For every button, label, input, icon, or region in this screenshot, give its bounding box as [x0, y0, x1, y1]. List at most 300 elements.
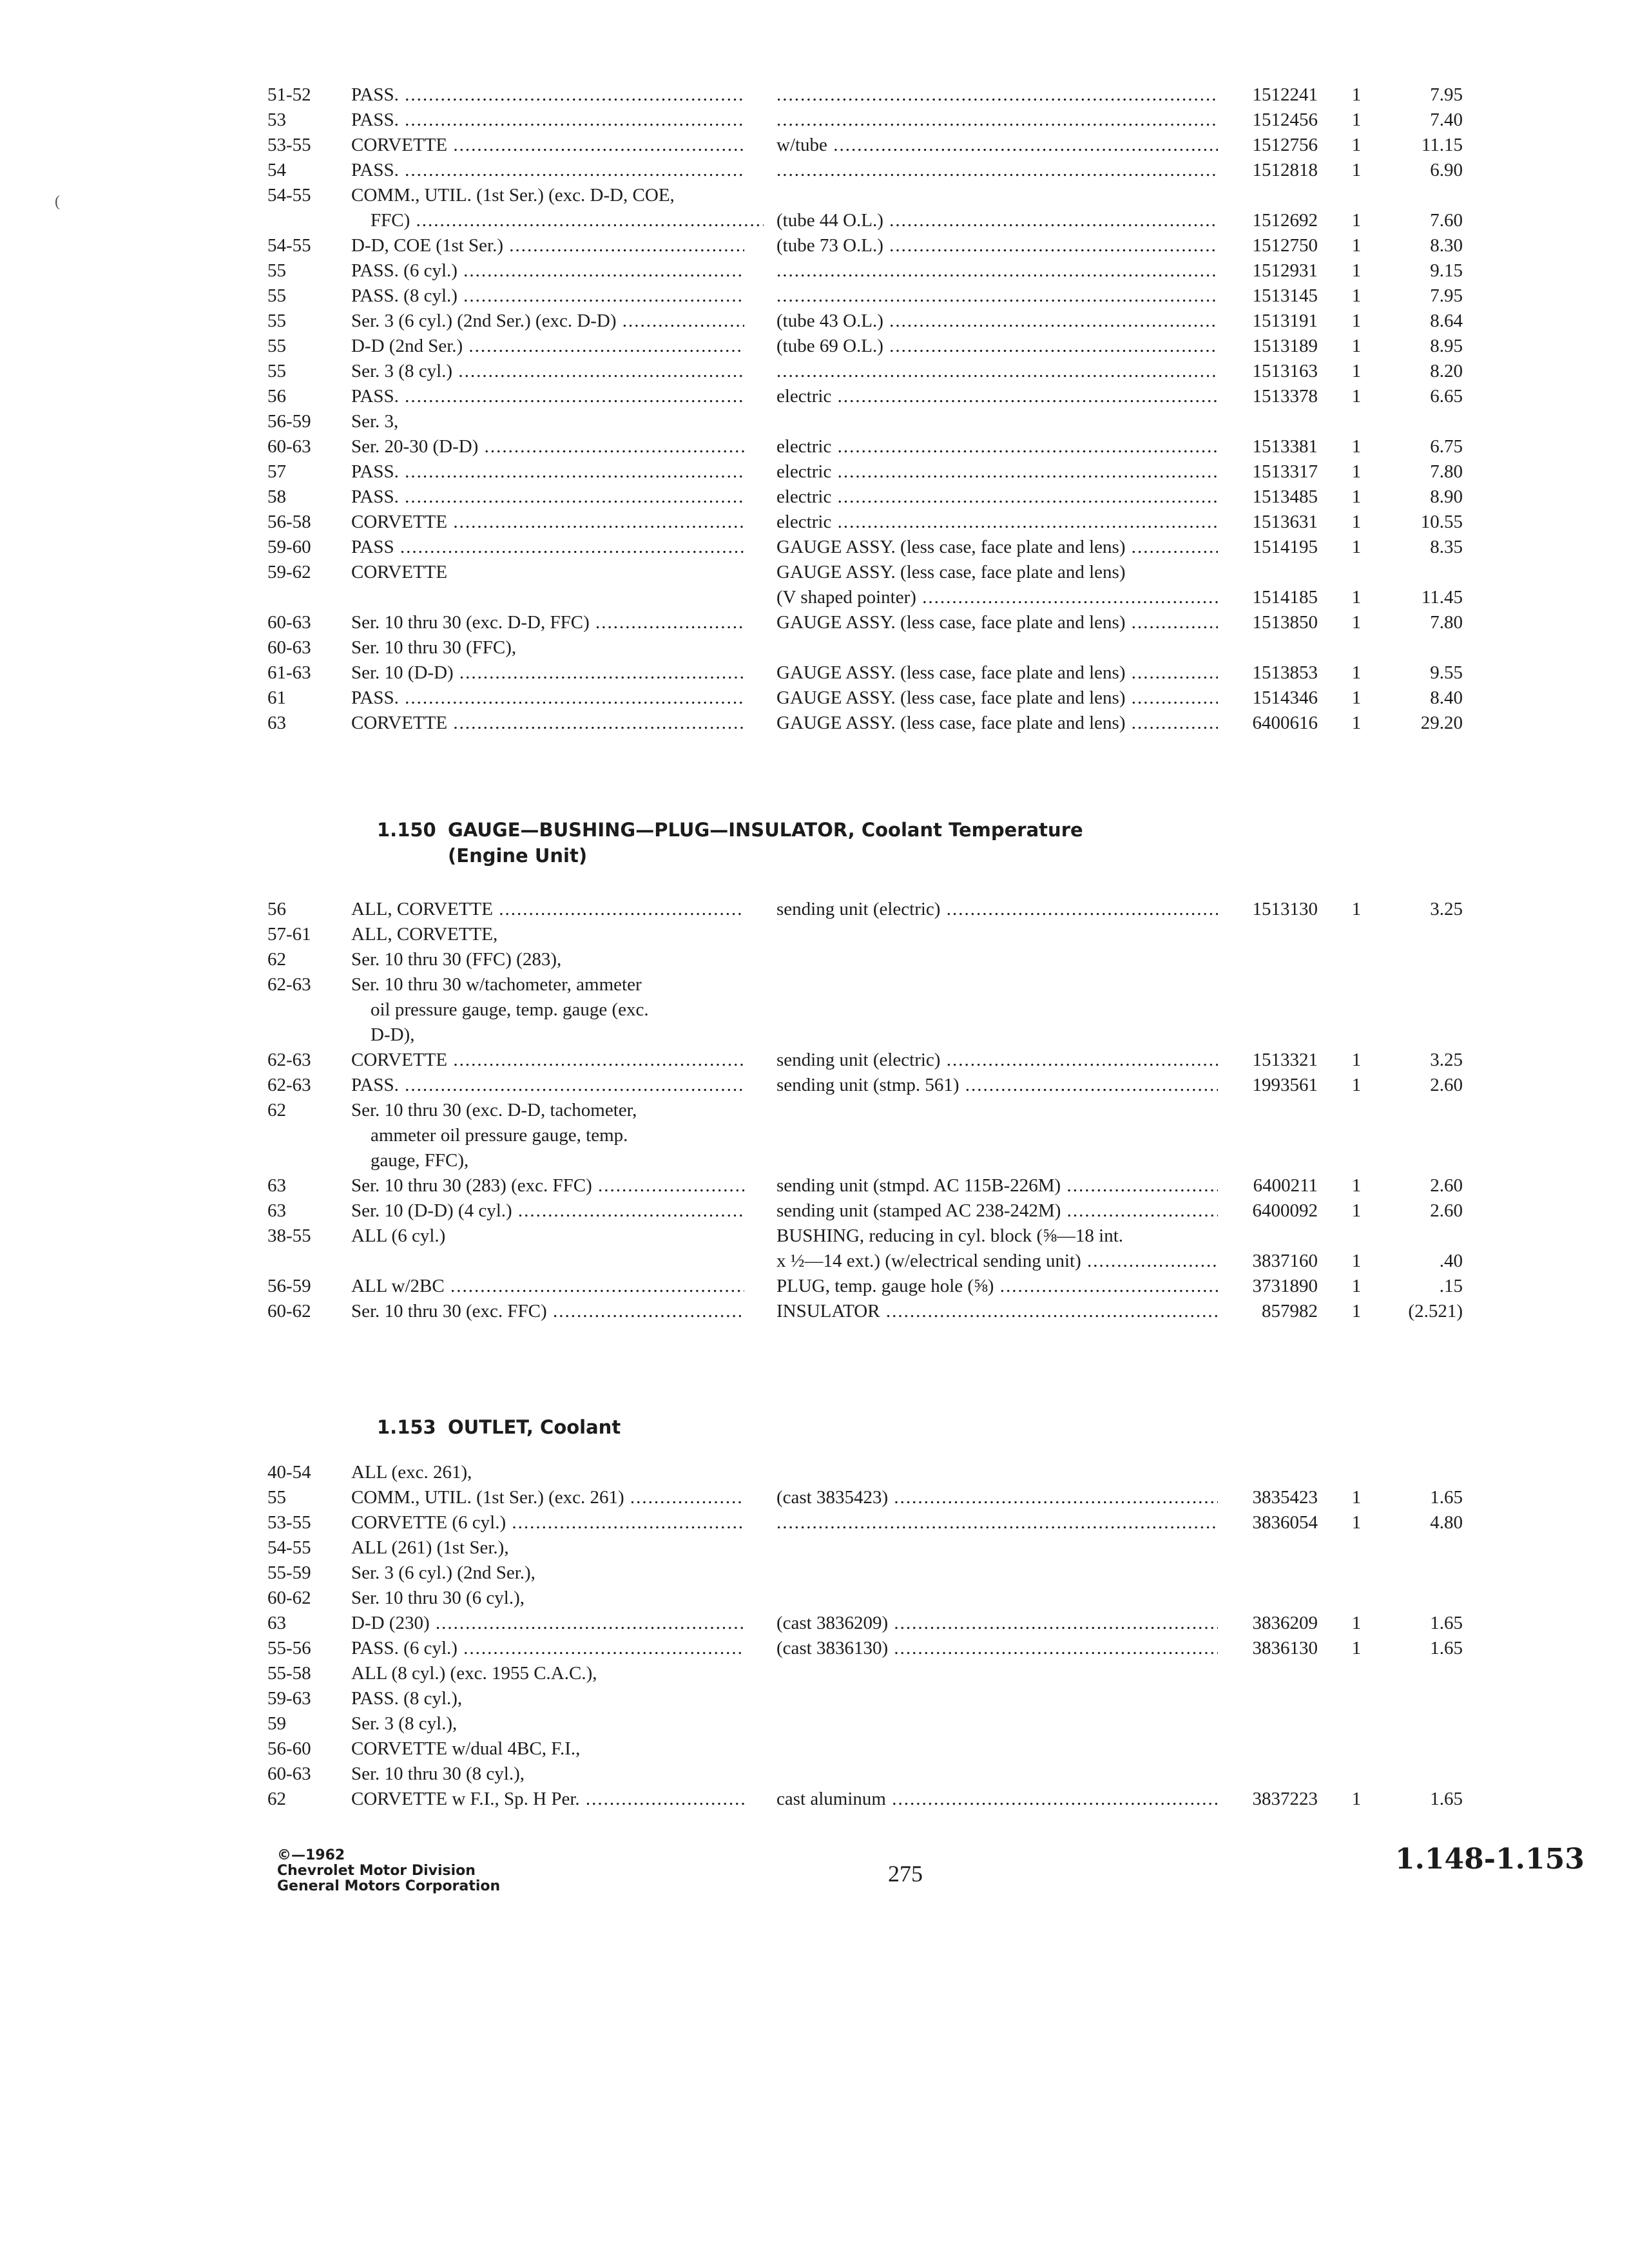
quantity-cell: 1 [1351, 899, 1362, 919]
part-number-cell: 1514185 [1252, 587, 1318, 608]
price-cell: 11.15 [1421, 135, 1463, 155]
part-number-cell: 1512818 [1252, 160, 1318, 180]
section-range: 1.148-1.153 [1395, 1843, 1585, 1876]
price-cell: 2.60 [1430, 1075, 1463, 1095]
application-cell: Ser. 10 thru 30 (exc. FFC) ..... [351, 1299, 744, 1324]
table-row [0, 922, 1629, 947]
year-cell: 51-52 [267, 84, 311, 105]
application-cell: ALL (6 cyl.) [351, 1225, 446, 1246]
description-cell [776, 258, 1218, 284]
price-cell: 2.60 [1430, 1175, 1463, 1196]
description-cell: (tube 73 O.L.) ..... [776, 233, 1218, 258]
part-number-cell: 1512456 [1252, 110, 1318, 130]
quantity-cell: 1 [1351, 1276, 1362, 1296]
price-cell: 7.80 [1430, 612, 1463, 633]
application-cell: ALL, CORVETTE ..... [351, 897, 744, 922]
table-row [0, 1711, 1629, 1736]
year-cell: 56-60 [267, 1738, 311, 1759]
description-cell [776, 284, 1218, 309]
year-cell: 56 [267, 386, 286, 407]
application-cell: Ser. 3 (8 cyl.) ..... [351, 359, 744, 384]
description-cell: cast aluminum ..... [776, 1787, 1218, 1812]
year-cell: 61-63 [267, 662, 311, 683]
application-cell: Ser. 10 thru 30 w/tachometer, ammeter [351, 974, 642, 995]
part-number-cell: 1513145 [1252, 285, 1318, 306]
description-cell: sending unit (stmpd. AC 115B-226M) ..... [776, 1173, 1218, 1198]
description-cell: sending unit (electric) ..... [776, 897, 1218, 922]
price-cell: 9.55 [1430, 662, 1463, 683]
year-cell: 60-63 [267, 612, 311, 633]
part-number-cell: 1993561 [1252, 1075, 1318, 1095]
year-cell: 60-63 [267, 637, 311, 658]
part-number-cell: 1513485 [1252, 486, 1318, 507]
description-cell: (V shaped pointer) ..... [776, 585, 1218, 610]
year-cell: 63 [267, 1613, 286, 1633]
application-cell: D-D (2nd Ser.) ..... [351, 334, 744, 359]
publisher-imprint [277, 1848, 500, 1894]
table-row [0, 258, 1629, 284]
application-cell: COMM., UTIL. (1st Ser.) (exc. 261) ..... [351, 1485, 744, 1510]
quantity-cell: 1 [1351, 687, 1362, 708]
application-cell: ALL (8 cyl.) (exc. 1955 C.A.C.), [351, 1663, 597, 1684]
section-title [448, 817, 1221, 869]
corporation-line: General Motors Corporation [277, 1878, 501, 1894]
year-cell: 55 [267, 285, 286, 306]
description-cell: w/tube ..... [776, 133, 1218, 158]
description-cell: electric ..... [776, 384, 1218, 409]
price-cell: 7.95 [1430, 285, 1463, 306]
table-row [0, 510, 1629, 535]
description-cell [776, 1510, 1218, 1535]
price-cell: 7.80 [1430, 461, 1463, 482]
application-cell: ALL (exc. 261), [351, 1462, 472, 1483]
part-number-cell: 3836130 [1252, 1638, 1318, 1658]
part-number-cell: 1513853 [1252, 662, 1318, 683]
price-cell: 7.60 [1430, 210, 1463, 231]
table-row [0, 635, 1629, 660]
year-cell: 57-61 [267, 924, 311, 945]
quantity-cell: 1 [1351, 512, 1362, 532]
part-number-cell: 6400616 [1252, 713, 1318, 733]
year-cell: 54-55 [267, 185, 311, 206]
year-cell: 62 [267, 1789, 286, 1809]
year-cell: 38-55 [267, 1225, 311, 1246]
part-number-cell: 1514195 [1252, 537, 1318, 557]
quantity-cell: 1 [1351, 1050, 1362, 1070]
section-title-text: GAUGE—BUSHING—PLUG—INSULATOR, Coolant Temperature [448, 819, 1083, 841]
quantity-cell: 1 [1351, 110, 1362, 130]
application-cell: Ser. 10 thru 30 (8 cyl.), [351, 1763, 525, 1784]
description-cell: electric ..... [776, 459, 1218, 485]
parts-table-continued [0, 82, 1629, 736]
table-row [0, 1686, 1629, 1711]
description-cell: (tube 44 O.L.) ..... [776, 208, 1218, 233]
table-row [0, 972, 1629, 997]
description-cell: BUSHING, reducing in cyl. block (⅝—18 int. [776, 1225, 1124, 1246]
year-cell: 55 [267, 1487, 286, 1508]
price-cell: 8.95 [1430, 336, 1463, 356]
application-cell: Ser. 3 (6 cyl.) (2nd Ser.), [351, 1562, 535, 1583]
year-cell: 63 [267, 1200, 286, 1221]
application-cell: ALL (261) (1st Ser.), [351, 1537, 509, 1558]
page-number: 275 [888, 1861, 923, 1887]
price-cell: 8.90 [1430, 486, 1463, 507]
price-cell: .15 [1439, 1276, 1463, 1296]
application-cell: Ser. 3 (8 cyl.), [351, 1713, 458, 1734]
price-cell: 7.40 [1430, 110, 1463, 130]
price-cell: 3.25 [1430, 899, 1463, 919]
quantity-cell: 1 [1351, 210, 1362, 231]
quantity-cell: 1 [1351, 1251, 1362, 1271]
year-cell: 63 [267, 1175, 286, 1196]
description-cell: sending unit (stmp. 561) ..... [776, 1073, 1218, 1098]
quantity-cell: 1 [1351, 160, 1362, 180]
table-row [0, 897, 1629, 922]
price-cell: 1.65 [1430, 1638, 1463, 1658]
application-cell: PASS. (6 cyl.) ..... [351, 258, 744, 284]
price-cell: 11.45 [1421, 587, 1463, 608]
part-number-cell: 1513163 [1252, 361, 1318, 381]
quantity-cell: 1 [1351, 1638, 1362, 1658]
table-row [0, 1048, 1629, 1073]
price-cell: (2.521) [1408, 1301, 1463, 1321]
application-cell: PASS. (8 cyl.), [351, 1688, 463, 1709]
year-cell: 54 [267, 160, 286, 180]
year-cell: 55 [267, 336, 286, 356]
table-row [0, 1460, 1629, 1485]
price-cell: .40 [1439, 1251, 1463, 1271]
quantity-cell: 1 [1351, 1789, 1362, 1809]
application-cell: Ser. 10 thru 30 (283) (exc. FFC) ..... [351, 1173, 744, 1198]
price-cell: 8.20 [1430, 361, 1463, 381]
table-row [0, 158, 1629, 183]
part-number-cell: 857982 [1262, 1301, 1318, 1321]
year-cell: 57 [267, 461, 286, 482]
price-cell: 3.25 [1430, 1050, 1463, 1070]
application-cell: PASS. (6 cyl.) ..... [351, 1636, 744, 1661]
part-number-cell: 1513381 [1252, 436, 1318, 457]
table-row [0, 384, 1629, 409]
quantity-cell: 1 [1351, 1200, 1362, 1221]
part-number-cell: 1513850 [1252, 612, 1318, 633]
quantity-cell: 1 [1351, 1613, 1362, 1633]
year-cell: 55-59 [267, 1562, 311, 1583]
application-cell: PASS. ..... [351, 485, 744, 510]
part-number-cell: 6400092 [1252, 1200, 1318, 1221]
application-cell: ammeter oil pressure gauge, temp. [371, 1125, 628, 1146]
section-number: 1.153 [377, 1416, 436, 1438]
table-row [0, 1148, 1629, 1173]
table-row [0, 1249, 1629, 1274]
table-row [0, 1510, 1629, 1535]
quantity-cell: 1 [1351, 662, 1362, 683]
description-cell: electric ..... [776, 485, 1218, 510]
application-cell: PASS. ..... [351, 82, 744, 108]
quantity-cell: 1 [1351, 587, 1362, 608]
year-cell: 63 [267, 713, 286, 733]
application-cell: Ser. 10 thru 30 (exc. D-D, FFC) ..... [351, 610, 744, 635]
table-row [0, 535, 1629, 560]
application-cell: PASS. ..... [351, 158, 744, 183]
quantity-cell: 1 [1351, 84, 1362, 105]
year-cell: 55 [267, 260, 286, 281]
application-cell: FFC) ..... [351, 208, 764, 233]
price-cell: 1.65 [1430, 1487, 1463, 1508]
quantity-cell: 1 [1351, 537, 1362, 557]
description-cell: sending unit (electric) ..... [776, 1048, 1218, 1073]
price-cell: 6.90 [1430, 160, 1463, 180]
price-cell: 29.20 [1420, 713, 1463, 733]
part-number-cell: 1514346 [1252, 687, 1318, 708]
application-cell: CORVETTE ..... [351, 711, 744, 736]
table-row [0, 1611, 1629, 1636]
application-cell: PASS ..... [351, 535, 744, 560]
description-cell [776, 359, 1218, 384]
price-cell: 10.55 [1420, 512, 1463, 532]
table-row [0, 610, 1629, 635]
price-cell: 8.35 [1430, 537, 1463, 557]
year-cell: 60-63 [267, 1763, 311, 1784]
application-cell: CORVETTE w/dual 4BC, F.I., [351, 1738, 581, 1759]
price-cell: 9.15 [1430, 260, 1463, 281]
year-cell: 62 [267, 1100, 286, 1120]
application-cell: D-D, COE (1st Ser.) ..... [351, 233, 744, 258]
year-cell: 54-55 [267, 1537, 311, 1558]
description-cell [776, 82, 1218, 108]
year-cell: 59-63 [267, 1688, 311, 1709]
year-cell: 53-55 [267, 1512, 311, 1533]
table-row [0, 1762, 1629, 1787]
description-cell: (cast 3836130) ..... [776, 1636, 1218, 1661]
table-row [0, 108, 1629, 133]
table-row [0, 660, 1629, 686]
description-cell: GAUGE ASSY. (less case, face plate and lens) ..... [776, 660, 1218, 686]
year-cell: 58 [267, 486, 286, 507]
part-number-cell: 3836209 [1252, 1613, 1318, 1633]
part-number-cell: 6400211 [1253, 1175, 1318, 1196]
table-row [0, 1173, 1629, 1198]
table-row [0, 1636, 1629, 1661]
table-row [0, 284, 1629, 309]
description-cell: (tube 69 O.L.) ..... [776, 334, 1218, 359]
part-number-cell: 1512692 [1252, 210, 1318, 231]
application-cell: Ser. 10 (D-D) ..... [351, 660, 744, 686]
table-row [0, 585, 1629, 610]
part-number-cell: 3836054 [1252, 1512, 1318, 1533]
parts-table-outlet-coolant [0, 1460, 1629, 1812]
part-number-cell: 1512241 [1252, 84, 1318, 105]
description-cell: INSULATOR ..... [776, 1299, 1218, 1324]
table-row [0, 711, 1629, 736]
year-cell: 56-59 [267, 411, 311, 432]
section-subtitle: (Engine Unit) [448, 845, 588, 867]
year-cell: 60-62 [267, 1301, 311, 1321]
year-cell: 62 [267, 949, 286, 970]
quantity-cell: 1 [1351, 285, 1362, 306]
table-row [0, 485, 1629, 510]
table-row [0, 82, 1629, 108]
application-cell: CORVETTE ..... [351, 1048, 744, 1073]
application-cell: ALL w/2BC ..... [351, 1274, 744, 1299]
division-line: Chevrolet Motor Division [277, 1863, 476, 1879]
application-cell: CORVETTE (6 cyl.) ..... [351, 1510, 744, 1535]
part-number-cell: 1513378 [1252, 386, 1318, 407]
application-cell: gauge, FFC), [371, 1150, 469, 1171]
part-number-cell: 1512756 [1252, 135, 1318, 155]
year-cell: 55-56 [267, 1638, 311, 1658]
part-number-cell: 1513321 [1252, 1050, 1318, 1070]
table-row [0, 459, 1629, 485]
year-cell: 56-59 [267, 1276, 311, 1296]
description-cell: electric ..... [776, 434, 1218, 459]
quantity-cell: 1 [1351, 612, 1362, 633]
quantity-cell: 1 [1351, 361, 1362, 381]
year-cell: 55 [267, 361, 286, 381]
table-row [0, 1661, 1629, 1686]
application-cell: PASS. ..... [351, 384, 744, 409]
table-row [0, 560, 1629, 585]
table-row [0, 997, 1629, 1023]
quantity-cell: 1 [1351, 436, 1362, 457]
application-cell: Ser. 10 thru 30 (6 cyl.), [351, 1588, 525, 1608]
table-row [0, 1299, 1629, 1324]
quantity-cell: 1 [1351, 135, 1362, 155]
application-cell: D-D), [371, 1024, 415, 1045]
table-row [0, 1535, 1629, 1561]
year-cell: 56-58 [267, 512, 311, 532]
application-cell: PASS. ..... [351, 459, 744, 485]
quantity-cell: 1 [1351, 1175, 1362, 1196]
description-cell: GAUGE ASSY. (less case, face plate and lens) [776, 562, 1126, 582]
table-row [0, 1073, 1629, 1098]
price-cell: 1.65 [1430, 1789, 1463, 1809]
description-cell: (cast 3836209) ..... [776, 1611, 1218, 1636]
application-cell: CORVETTE w F.I., Sp. H Per. ..... [351, 1787, 744, 1812]
table-row [0, 309, 1629, 334]
application-cell: PASS. ..... [351, 108, 744, 133]
part-number-cell: 3837160 [1252, 1251, 1318, 1271]
part-number-cell: 1513317 [1252, 461, 1318, 482]
table-row [0, 334, 1629, 359]
description-cell: GAUGE ASSY. (less case, face plate and lens) ..... [776, 686, 1218, 711]
description-cell: GAUGE ASSY. (less case, face plate and lens) ..... [776, 535, 1218, 560]
section-title: OUTLET, Coolant [448, 1416, 621, 1438]
quantity-cell: 1 [1351, 486, 1362, 507]
year-cell: 61 [267, 687, 286, 708]
table-row [0, 1098, 1629, 1123]
quantity-cell: 1 [1351, 713, 1362, 733]
price-cell: 8.30 [1430, 235, 1463, 256]
application-cell: CORVETTE [351, 562, 448, 582]
table-row [0, 1198, 1629, 1224]
description-cell: sending unit (stamped AC 238-242M) ..... [776, 1198, 1218, 1224]
application-cell: CORVETTE ..... [351, 133, 744, 158]
quantity-cell: 1 [1351, 461, 1362, 482]
application-cell: oil pressure gauge, temp. gauge (exc. [371, 999, 649, 1020]
application-cell: COMM., UTIL. (1st Ser.) (exc. D-D, COE, [351, 185, 675, 206]
table-row [0, 409, 1629, 434]
table-row [0, 1561, 1629, 1586]
stray-scan-mark: ( [55, 193, 60, 210]
table-row [0, 233, 1629, 258]
application-cell: PASS. (8 cyl.) ..... [351, 284, 744, 309]
table-row [0, 1787, 1629, 1812]
application-cell: Ser. 10 thru 30 (exc. D-D, tachometer, [351, 1100, 637, 1120]
price-cell: 6.75 [1430, 436, 1463, 457]
table-row [0, 686, 1629, 711]
description-cell: (cast 3835423) ..... [776, 1485, 1218, 1510]
application-cell: ALL, CORVETTE, [351, 924, 498, 945]
quantity-cell: 1 [1351, 386, 1362, 407]
year-cell: 59-60 [267, 537, 311, 557]
application-cell: Ser. 10 thru 30 (FFC) (283), [351, 949, 562, 970]
year-cell: 55-58 [267, 1663, 311, 1684]
description-cell [776, 108, 1218, 133]
part-number-cell: 1512750 [1252, 235, 1318, 256]
part-number-cell: 1513191 [1252, 311, 1318, 331]
part-number-cell: 3837223 [1252, 1789, 1318, 1809]
price-cell: 7.95 [1430, 84, 1463, 105]
copyright-line: ©—1962 [277, 1847, 345, 1863]
quantity-cell: 1 [1351, 235, 1362, 256]
quantity-cell: 1 [1351, 336, 1362, 356]
application-cell: Ser. 10 (D-D) (4 cyl.) ..... [351, 1198, 744, 1224]
year-cell: 59 [267, 1713, 286, 1734]
table-row [0, 208, 1629, 233]
quantity-cell: 1 [1351, 260, 1362, 281]
parts-table-gauge-coolant-temperature [0, 897, 1629, 1324]
price-cell: 8.40 [1430, 687, 1463, 708]
description-cell: PLUG, temp. gauge hole (⅝) ..... [776, 1274, 1218, 1299]
table-row [0, 359, 1629, 384]
table-row [0, 133, 1629, 158]
part-number-cell: 3835423 [1252, 1487, 1318, 1508]
table-row [0, 1586, 1629, 1611]
table-row [0, 1485, 1629, 1510]
part-number-cell: 1513631 [1252, 512, 1318, 532]
section-number: 1.150 [377, 819, 436, 841]
table-row [0, 947, 1629, 972]
application-cell: CORVETTE ..... [351, 510, 744, 535]
description-cell: electric ..... [776, 510, 1218, 535]
description-cell: GAUGE ASSY. (less case, face plate and lens) ..... [776, 711, 1218, 736]
year-cell: 53-55 [267, 135, 311, 155]
description-cell: GAUGE ASSY. (less case, face plate and lens) ..... [776, 610, 1218, 635]
table-row [0, 1123, 1629, 1148]
quantity-cell: 1 [1351, 1512, 1362, 1533]
part-number-cell: 1513130 [1252, 899, 1318, 919]
year-cell: 54-55 [267, 235, 311, 256]
application-cell: PASS. ..... [351, 686, 744, 711]
year-cell: 62-63 [267, 1075, 311, 1095]
description-cell: x ½—14 ext.) (w/electrical sending unit) ..... [776, 1249, 1218, 1274]
quantity-cell: 1 [1351, 1301, 1362, 1321]
table-row [0, 1023, 1629, 1048]
description-cell: (tube 43 O.L.) ..... [776, 309, 1218, 334]
quantity-cell: 1 [1351, 311, 1362, 331]
price-cell: 6.65 [1430, 386, 1463, 407]
quantity-cell: 1 [1351, 1487, 1362, 1508]
application-cell: Ser. 3 (6 cyl.) (2nd Ser.) (exc. D-D) ..... [351, 309, 744, 334]
table-row [0, 1224, 1629, 1249]
application-cell: Ser. 10 thru 30 (FFC), [351, 637, 517, 658]
part-number-cell: 1512931 [1252, 260, 1318, 281]
year-cell: 55 [267, 311, 286, 331]
table-row [0, 1736, 1629, 1762]
price-cell: 4.80 [1430, 1512, 1463, 1533]
application-cell: D-D (230) ..... [351, 1611, 744, 1636]
year-cell: 62-63 [267, 974, 311, 995]
